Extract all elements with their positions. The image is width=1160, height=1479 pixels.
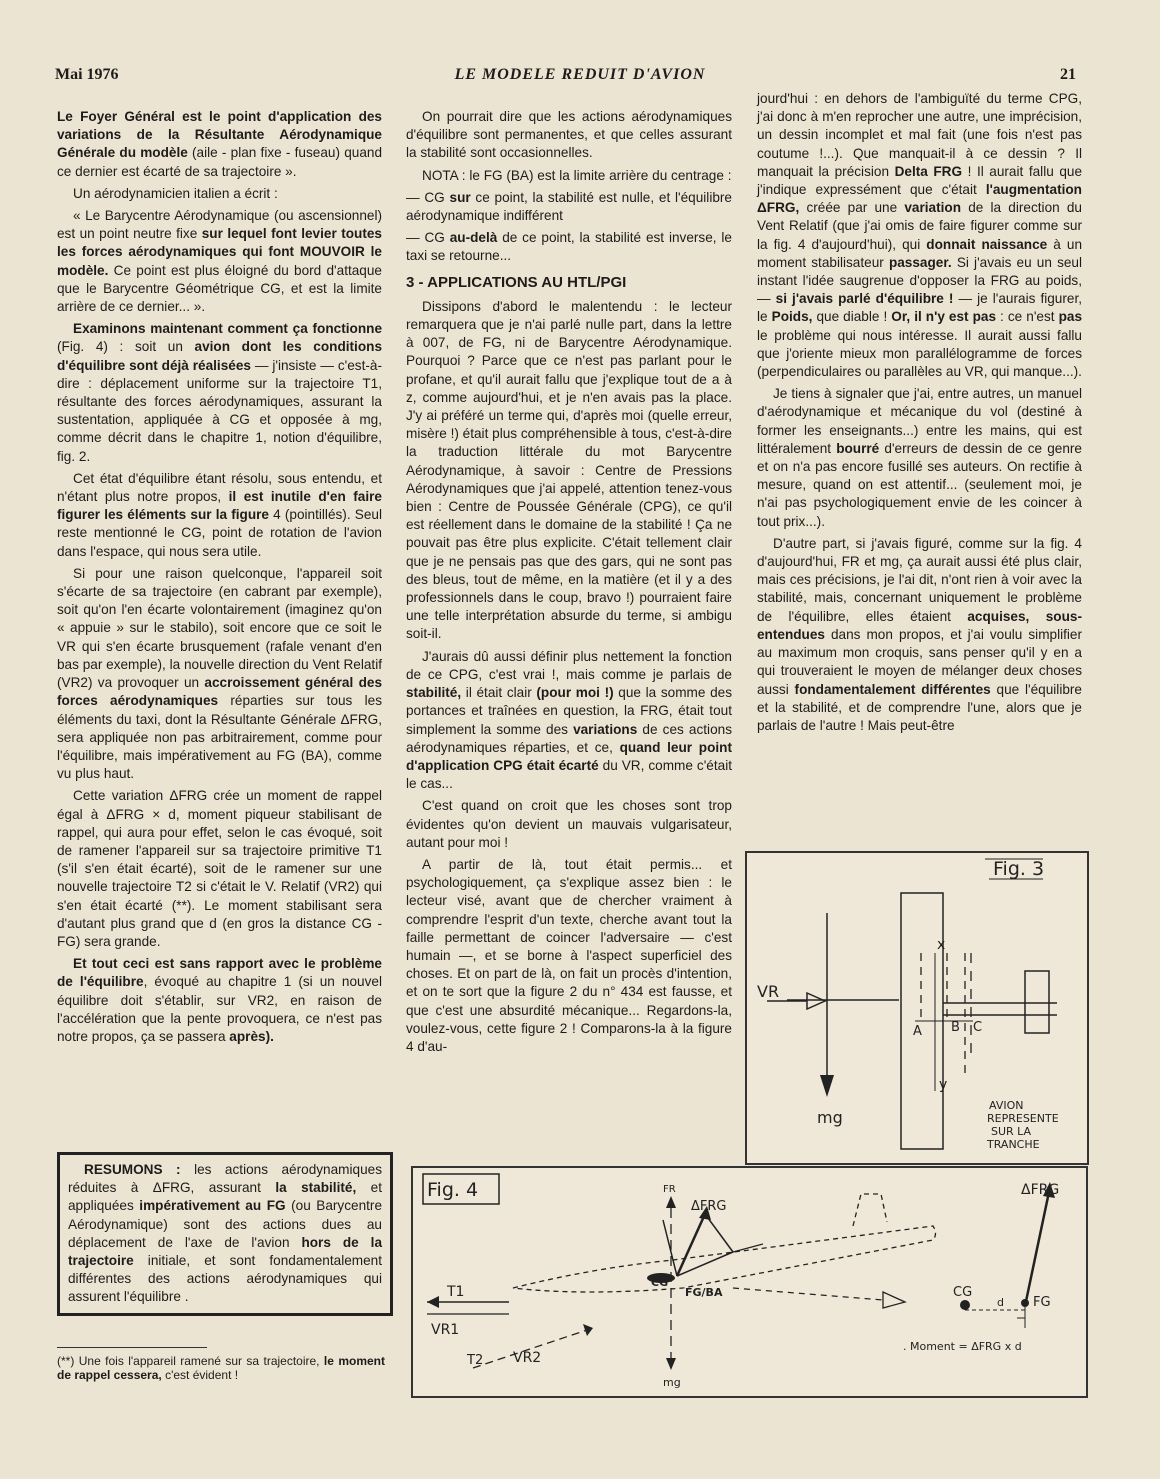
- paragraph: NOTA : le FG (BA) est la limite arrière du centrage :: [422, 167, 732, 183]
- paragraph: [57, 955, 382, 1046]
- fig3-caption-3: SUR LA: [991, 1125, 1032, 1138]
- column-1: [57, 108, 382, 1050]
- text: dans mon propos, et j'ai voulu simplifier au maximum mon croquis, sans penser qu'il y en a qui trouveraient le moyen de mélanger deux choses aussi: [757, 626, 1082, 697]
- text: Si j'avais eu un seul instant l'idée saugrenue d'opposer la FRG au poids, —: [757, 254, 1083, 307]
- paragraph: Dissipons d'abord le malentendu : le lecteur remarquera que je n'ai parlé nulle part, dans la lettre à 007, de FG, ni de Barycentre Aérodynamique. Pourquoi ? Parce que ce n'est pas parlant pour le profane, et qu'il aurait fallu que j'explique tout de a à z, comme aujourd'hui, et je n'en avais pas la place. J'y ai préféré un terme qui, d'après moi (quelle erreur, misère !) était plus compréhensible à tous, c'est-à-dire la traduction littérale du mot Barycentre Aérodynamique, à savoir : Centre de Pressions Aérodynamiques que j'ai appelé, attention tenez-vous bien : Centre de Poussée Générale (CPG), ce qu'il est réellement dans le domaine de la stabilité ! Ça ne pouvait pas être plus explicite. C'était tellement clair que je ne pensais pas que des gars, qui ne sont pas des bleus, tout de même, en la matière (et il y a des professionnels dans le coup, bravo !) pourraient faire une telle interprétation absurde du terme, si ambigu soit-il.: [406, 298, 732, 642]
- bold-text: hors de la trajectoire: [68, 1234, 382, 1269]
- text: — je l'aurais figurer, le: [757, 291, 1083, 325]
- paragraph: Cette variation ΔFRG crée un moment de rappel égal à ΔFRG × d, moment piqueur stabilisant de rappel, qui aura pour effet, selon le cas évoqué, soit de ramener l'appareil sur sa trajectoire primitive T1 (s'il s'en était écarté), soit de le ramener sur une nouvelle trajectoire T2 si c'était le V. Relatif (VR2) qui s'en était écarté (**). Le moment stabilisant sera d'autant plus grand que d (en gros la distance CG - FG) sera grande.: [57, 788, 382, 949]
- fig4-title: Fig. 4: [427, 1179, 479, 1201]
- text: que l'équilibre et la stabilité, et de comprendre l'une, alors que je parlais de l'autre ! Mais peut-être: [757, 681, 1082, 733]
- cg2-dot: [960, 1300, 970, 1310]
- fig4-vr2-label: VR2: [513, 1350, 542, 1366]
- text: de la direction du Vent Relatif (que j'ai omis de faire figurer comme sur la fig. 4 d'aujourd'hui), qui: [757, 200, 1082, 252]
- bold-text: si j'avais parlé d'équilibre !: [775, 291, 954, 307]
- figure-3: [745, 851, 1089, 1165]
- text: créée par une: [799, 200, 905, 216]
- text: réparties sur tous les éléments du taxi, dont la Résultante Générale ΔFRG, sera appliquée non pas arbitrairement, comme pour l'équilibre, mais impérativement au FG (BA), comme vu plus haut.: [57, 693, 382, 782]
- bold-text: après).: [229, 1028, 274, 1044]
- fig3-y-label: y: [939, 1077, 948, 1093]
- footnote-divider: [57, 1347, 207, 1348]
- fig3-title: Fig. 3: [993, 858, 1045, 880]
- vr-arrow: [807, 993, 825, 1009]
- paragraph: [406, 189, 732, 225]
- bold-text: Delta FRG: [894, 163, 963, 179]
- fig4-t2-label: T2: [467, 1353, 484, 1368]
- fig4-mg-label: mg: [663, 1376, 681, 1389]
- bold-text: quand leur point d'application CPG était écarté: [406, 739, 732, 773]
- paragraph: On pourrait dire que les actions aérodynamiques d'équilibre sont permanentes, et que celles assurant la stabilité sont occasionnelles.: [406, 109, 732, 161]
- column-2: [406, 108, 732, 1060]
- fig4-t1-label: T1: [447, 1284, 465, 1300]
- text: initiale, et sont fondamentalement différentes des actions aérodynamiques qui assurent l'équilibre .: [68, 1253, 382, 1305]
- bold-text: passager.: [888, 254, 952, 270]
- dfrg-vector: [677, 1214, 705, 1276]
- paragraph: A partir de là, tout était permis... et psychologiquement, ça s'explique assez bien : le lecteur visé, avant que de chercher vraiment à comprendre l'esprit d'un texte, cherche avant tout la faille permettant de coincer l'adversaire — c'est humain —, et se borne à l'aspect superficiel des choses. Et on part de là, on fait un procès d'intention, et on te sort que la figure 2 du n° 434 est fausse, et que c'est une absurdité mécanique... Regardons-la, voulez-vous, cette figure 2 ! Comparons-la à la figure 4 d'au-: [406, 856, 732, 1054]
- text: c'est évident !: [161, 1368, 239, 1382]
- mg-arrowhead: [820, 1075, 834, 1097]
- magazine-title: LE MODELE REDUIT D'AVION: [454, 66, 706, 83]
- paragraph: Un aérodynamicien italien a écrit :: [73, 185, 278, 201]
- text: — j'insiste — c'est-à-dire : déplacement uniforme sur la trajectoire T1, résultante des forces aérodynamiques, assurant la sustentation, appliquée à CG et opposée à mg, comme décrit dans le chapitre 1, notion d'équilibre, fig. 2.: [57, 357, 382, 464]
- bold-text: sur lequel font levier toutes les forces aérodynamiques qui font MOUVOIR le modèle.: [57, 226, 382, 278]
- bold-text: Or, il n'y est pas: [891, 309, 997, 325]
- text: (Fig. 4) : soit un: [57, 339, 195, 355]
- fig3-caption-4: TRANCHE: [987, 1138, 1040, 1151]
- text: Si pour une raison quelconque, l'appareil soit s'écarte de sa trajectoire (en cabrant par exemple), soit qu'on l'en écarte volontairement (imaginez qu'on « appuie » sur le stabilo), soit encore que ce soit le VR qui s'en écarte brusquement (rafale venant d'en bas par exemple), la nouvelle direction du Vent Relatif (VR2) va provoquer un: [57, 565, 382, 691]
- paragraph: [57, 470, 382, 561]
- paragraph: [406, 648, 732, 794]
- text: 4 (pointillés). Seul reste mentionné le CG, point de rotation de l'avion dans l'espace, qui nous sera utile.: [57, 507, 382, 559]
- fig3-caption-1: AVION: [989, 1099, 1024, 1112]
- text: D'autre part, si j'avais figuré, comme sur la fig. 4 d'aujourd'hui, FR et mg, ça aurait aussi été plus clair, mais ces précisions, je l'ai dit, n'ont rien à voir avec la stabilité, mais, concernant uniquement le problème de l'équilibre, elles étaient: [757, 535, 1082, 624]
- fig3-caption-2: REPRESENTE: [987, 1112, 1059, 1125]
- bold-text: Et tout ceci est sans rapport avec le problème de l'équilibre: [57, 956, 382, 990]
- fig4-dfrg-label: ΔFRG: [691, 1199, 727, 1214]
- fig4-fg2-label: FG: [1033, 1295, 1051, 1310]
- paragraph: C'est quand on croit que les choses sont trop évidentes qu'on devient un mauvais vulgarisateur, autant pour moi !: [406, 798, 732, 850]
- page-number: 21: [1060, 66, 1076, 83]
- text: « Le Barycentre Aérodynamique (ou ascensionnel) est un point neutre fixe: [57, 208, 382, 242]
- bold-text: l'augmentation ΔFRG,: [757, 182, 1082, 216]
- footnote: [57, 1354, 385, 1382]
- fig3-b-label: B: [951, 1020, 960, 1035]
- bold-text: acquises, sous-entendues: [757, 608, 1082, 642]
- bold-text: la stabilité,: [275, 1180, 357, 1196]
- stabilizer: [1025, 971, 1049, 1033]
- plane-fuselage: [513, 1226, 936, 1292]
- dfrg-moment-vector: [1025, 1192, 1049, 1306]
- section-heading: 3 - APPLICATIONS AU HTL/PGI: [406, 273, 627, 291]
- bold-text: impérativement au FG: [139, 1198, 286, 1214]
- fig4-cg-label: CG: [651, 1276, 669, 1289]
- text: à un moment stabilisateur: [757, 236, 1082, 270]
- bold-text: pas: [1058, 309, 1083, 325]
- fig3-x-label: x: [937, 937, 946, 953]
- text: de ces actions aérodynamiques réparties, et ce,: [406, 721, 732, 755]
- bold-text: bourré: [836, 440, 880, 456]
- issue-date: Mai 1976: [55, 66, 119, 83]
- text: — CG: [406, 189, 450, 205]
- fig3-mg-label: mg: [817, 1108, 843, 1127]
- bold-text: sur: [449, 189, 471, 205]
- text: jourd'hui : en dehors de l'ambiguïté du terme CPG, j'ai donc à m'en reprocher une autre, une imprécision, un dessin incomplet et mal fait (une fois n'est pas coutume !...). Que manquait-il à ce dessin ? Il manquait la précision: [757, 91, 1082, 179]
- text: — CG: [406, 230, 450, 246]
- bold-text: accroissement général des forces aérodynamiques: [57, 675, 382, 709]
- bold-text: avion dont les conditions d'équilibre sont déjà réalisées: [57, 339, 383, 373]
- fig4-vr1-label: VR1: [431, 1322, 460, 1338]
- bold-text: il est inutile d'en faire figurer les éléments sur la figure: [57, 489, 382, 523]
- text: Cet état d'équilibre étant résolu, sous entendu, et n'étant plus notre propos,: [57, 470, 382, 505]
- bold-text: Le Foyer Général est le point d'application des variations de la Résultante Aérodynamique Générale du modèle: [57, 109, 382, 161]
- fig3-a-label: A: [913, 1024, 922, 1039]
- text: d'erreurs de dessin de ce genre et on n'a pas encore fusillé ses auteurs. On rectifie à mesure, quand on est attentif... (seulement moi, je n'ai pas psychologiquement envie de les coincer à tout prix...).: [757, 440, 1082, 529]
- text: (aile - plan fixe - fuseau) quand ce dernier est écarté de sa trajectoire ».: [57, 145, 383, 179]
- column-3: [757, 90, 1082, 739]
- summary-text: [68, 1161, 382, 1307]
- paragraph: [57, 320, 382, 466]
- fig4-dfrg2-label: ΔFRG: [1021, 1182, 1060, 1198]
- fig4-d-label: d: [997, 1296, 1004, 1309]
- text: Je tiens à signaler que j'ai, entre autres, un manuel d'aérodynamique et mécanique du vol (destiné à former les enseignants...) entre les mains, qui est littéralement: [757, 386, 1082, 456]
- paragraph: [757, 385, 1082, 531]
- fig3-vr-label: VR: [757, 982, 780, 1001]
- bold-text: RESUMONS :: [84, 1162, 181, 1177]
- fig3-c-label: C: [973, 1020, 983, 1035]
- fig4-cg2-label: CG: [953, 1285, 973, 1300]
- fig4-fr-label: FR: [663, 1184, 676, 1195]
- fig4-moment-label: . Moment = ΔFRG x d: [903, 1340, 1022, 1353]
- text: , évoqué au chapitre 1 (si un nouvel équilibre doit s'établir, sur VR2, en raison de l'accélération que la pente provoquera, ce n'est pas notre propos, ça se passera: [57, 974, 382, 1044]
- bold-text: variation: [904, 200, 962, 216]
- text: : ce n'est: [996, 309, 1059, 325]
- bold-text: stabilité,: [406, 685, 462, 701]
- fig4-fgba-label: FG/BA: [685, 1286, 723, 1299]
- plane-fin: [853, 1194, 887, 1226]
- bold-text: le moment de rappel cessera,: [57, 1354, 385, 1382]
- text: Ce point est plus éloigné du bord d'attaque que le Barycentre Géométrique CG, et est la limite arrière de ce dernier... ».: [57, 262, 382, 315]
- text: les actions aérodynamiques réduites à ΔFRG, assurant: [68, 1162, 382, 1196]
- text: du VR, comme c'était le cas...: [406, 757, 732, 792]
- paragraph: [406, 229, 732, 265]
- paragraph: [57, 565, 382, 783]
- bold-text: (pour moi !): [536, 685, 614, 701]
- bold-text: fondamentalement différentes: [794, 681, 991, 697]
- text: (ou Barycentre Aérodynamique) sont des actions dues au déplacement de l'axe de l'avion: [68, 1198, 383, 1250]
- bold-text: au-delà: [449, 230, 498, 246]
- paragraph: [757, 535, 1082, 735]
- bold-text: Examinons maintenant comment ça fonctionne: [73, 321, 382, 337]
- bold-text: donnait naissance: [926, 236, 1048, 252]
- paragraph: [57, 207, 382, 316]
- figure-4: [411, 1166, 1088, 1398]
- text: que la somme des portances et traînées en question, la FRG, était tout simplement la somme des: [406, 685, 732, 737]
- text: et appliquées: [68, 1180, 382, 1214]
- text: (**) Une fois l'appareil ramené sur sa trajectoire,: [57, 1354, 324, 1368]
- summary-box: [57, 1152, 393, 1316]
- text: il était clair: [461, 685, 537, 701]
- text: ! Il aurait fallu que j'indique expressément que c'était: [757, 163, 1083, 198]
- text: J'aurais dû aussi définir plus nettement la fonction de ce CPG, c'est vrai !, mais comme je parlais de: [406, 648, 732, 682]
- text: que diable !: [812, 309, 892, 325]
- bold-text: variations: [573, 721, 638, 737]
- bold-text: Poids,: [771, 309, 813, 325]
- paragraph: [57, 108, 382, 181]
- paragraph: [757, 90, 1082, 381]
- text: ce point, la stabilité est nulle, et l'équilibre aérodynamique indifférent: [406, 189, 732, 224]
- text: le problème qui nous intéresse. Il aurait aussi fallu que j'oriente mieux mon parallélogramme de forces (perpendiculaires ou parallèles au VR, qui manque...).: [757, 327, 1082, 380]
- text: de ce point, la stabilité est inverse, le taxi se retourne...: [406, 230, 732, 264]
